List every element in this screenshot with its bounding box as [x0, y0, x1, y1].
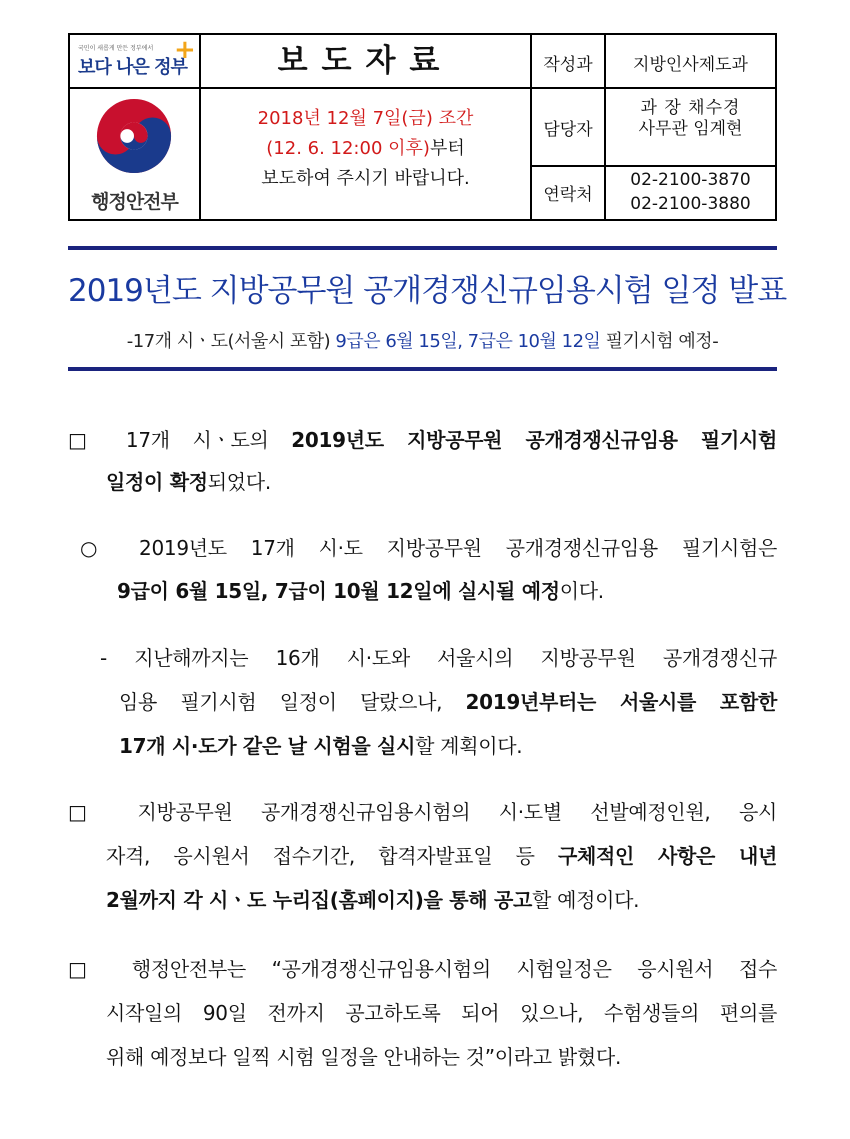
slogan-small-text: 국민이 새롭게 만든 정부에서: [78, 45, 154, 52]
taegeuk-emblem-icon: [95, 97, 173, 175]
subtitle-exam-dates: 9급은 6월 15일, 7급은 10월 12일: [335, 331, 601, 352]
p4-l2-text: 자격, 응시원서 접수기간, 합격자발표일 등: [106, 844, 558, 868]
p2-l2-bold: 9급이 6월 15일, 7급이 10월 12일에 실시될 예정: [117, 579, 560, 603]
dept-value: 지방인사제도과: [633, 55, 748, 75]
p1-l1-bold: 2019년도 지방공무원 공개경쟁신규임용 필기시험: [291, 428, 778, 452]
paragraph-5-line-1: □ 행정안전부는 “공개경쟁신규임용시험의 시험일정은 응시원서 접수: [68, 957, 777, 981]
paragraph-2-line-1: ○ 2019년도 17개 시·도 지방공무원 공개경쟁신규임용 필기시험은: [80, 536, 777, 560]
embargo-request: 보도하여 주시기 바랍니다.: [261, 168, 470, 189]
p3-l3-text: 할 계획이다.: [415, 734, 523, 758]
p1-l1-text: □ 17개 시ㆍ도의: [68, 428, 292, 452]
embargo-time-suffix: 부터: [429, 138, 465, 159]
paragraph-3-line-2: [119, 686, 777, 715]
p4-l3-bold: 2월까지 각 시ㆍ도 누리집(홈페이지)을 통해 공고: [106, 888, 532, 912]
paragraph-3-line-1: - 지난해까지는 16개 시·도와 서울시의 지방공무원 공개경쟁신규: [100, 646, 777, 670]
plus-icon: +: [174, 35, 196, 65]
subtitle-part-a: -17개 시ㆍ도(서울시 포함): [126, 331, 336, 352]
contact-person-1: 과 장 채수경: [640, 98, 741, 118]
p2-l2-text: 이다.: [559, 579, 604, 603]
paragraph-2-line-2: [117, 575, 604, 604]
paragraph-5-line-2: 시작일의 90일 전까지 공고하도록 되어 있으나, 수험생들의 편의를: [106, 1001, 777, 1025]
phone-label: 연락처: [543, 185, 593, 205]
p1-l2-bold: 일정이 확정: [106, 470, 208, 494]
phone-number-1: 02-2100-3870: [630, 170, 751, 190]
p3-l2-text: 임용 필기시험 일정이 달랐으나,: [119, 690, 466, 714]
press-release-header-table: [68, 33, 777, 221]
headline-title: 2019년도 지방공무원 공개경쟁신규임용시험 일정 발표: [68, 273, 787, 309]
headline-top-rule: [68, 246, 777, 250]
ministry-name: 행정안전부: [91, 191, 178, 213]
p1-l2-text: 되었다.: [207, 470, 271, 494]
paragraph-4-line-1: □ 지방공무원 공개경쟁신규임용시험의 시·도별 선발예정인원, 응시: [68, 800, 777, 824]
paragraph-1-line-1: [68, 424, 777, 453]
government-slogan-logo: [78, 35, 196, 85]
logo-cell: [70, 35, 199, 219]
paragraph-3-line-3: [119, 730, 522, 759]
embargo-notice: [201, 89, 530, 219]
headline-subtitle: [68, 327, 777, 353]
phone-value: [606, 168, 775, 216]
paragraph-1-line-2: [106, 466, 271, 495]
dept-label: 작성과: [543, 55, 593, 75]
contact-person-label: 담당자: [543, 120, 593, 140]
document-title: 보도자료: [277, 43, 454, 79]
embargo-time-line: [201, 134, 530, 164]
p3-l2-bold: 2019년부터는 서울시를 포함한: [465, 690, 777, 714]
paragraph-5-line-3: 위해 예정보다 일찍 시험 일정을 안내하는 것”이라고 밝혔다.: [106, 1045, 622, 1069]
contact-person-value: [606, 98, 775, 140]
paragraph-4-line-3: [106, 884, 639, 913]
p4-l3-text: 할 예정이다.: [532, 888, 640, 912]
paragraph-4-line-2: [106, 840, 777, 869]
subtitle-part-c: 필기시험 예정-: [600, 331, 719, 352]
contact-person-2: 사무관 임계현: [638, 119, 743, 139]
embargo-time: (12. 6. 12:00 이후): [266, 138, 430, 159]
embargo-date: 2018년 12월 7일(금) 조간: [257, 108, 474, 129]
slogan-main-text: 보다 나은 정부: [78, 57, 187, 78]
p3-l3-bold: 17개 시·도가 같은 날 시험을 실시: [119, 734, 416, 758]
headline-bottom-rule: [68, 367, 777, 371]
p4-l2-bold: 구체적인 사항은 내년: [557, 844, 777, 868]
phone-number-2: 02-2100-3880: [630, 194, 751, 214]
